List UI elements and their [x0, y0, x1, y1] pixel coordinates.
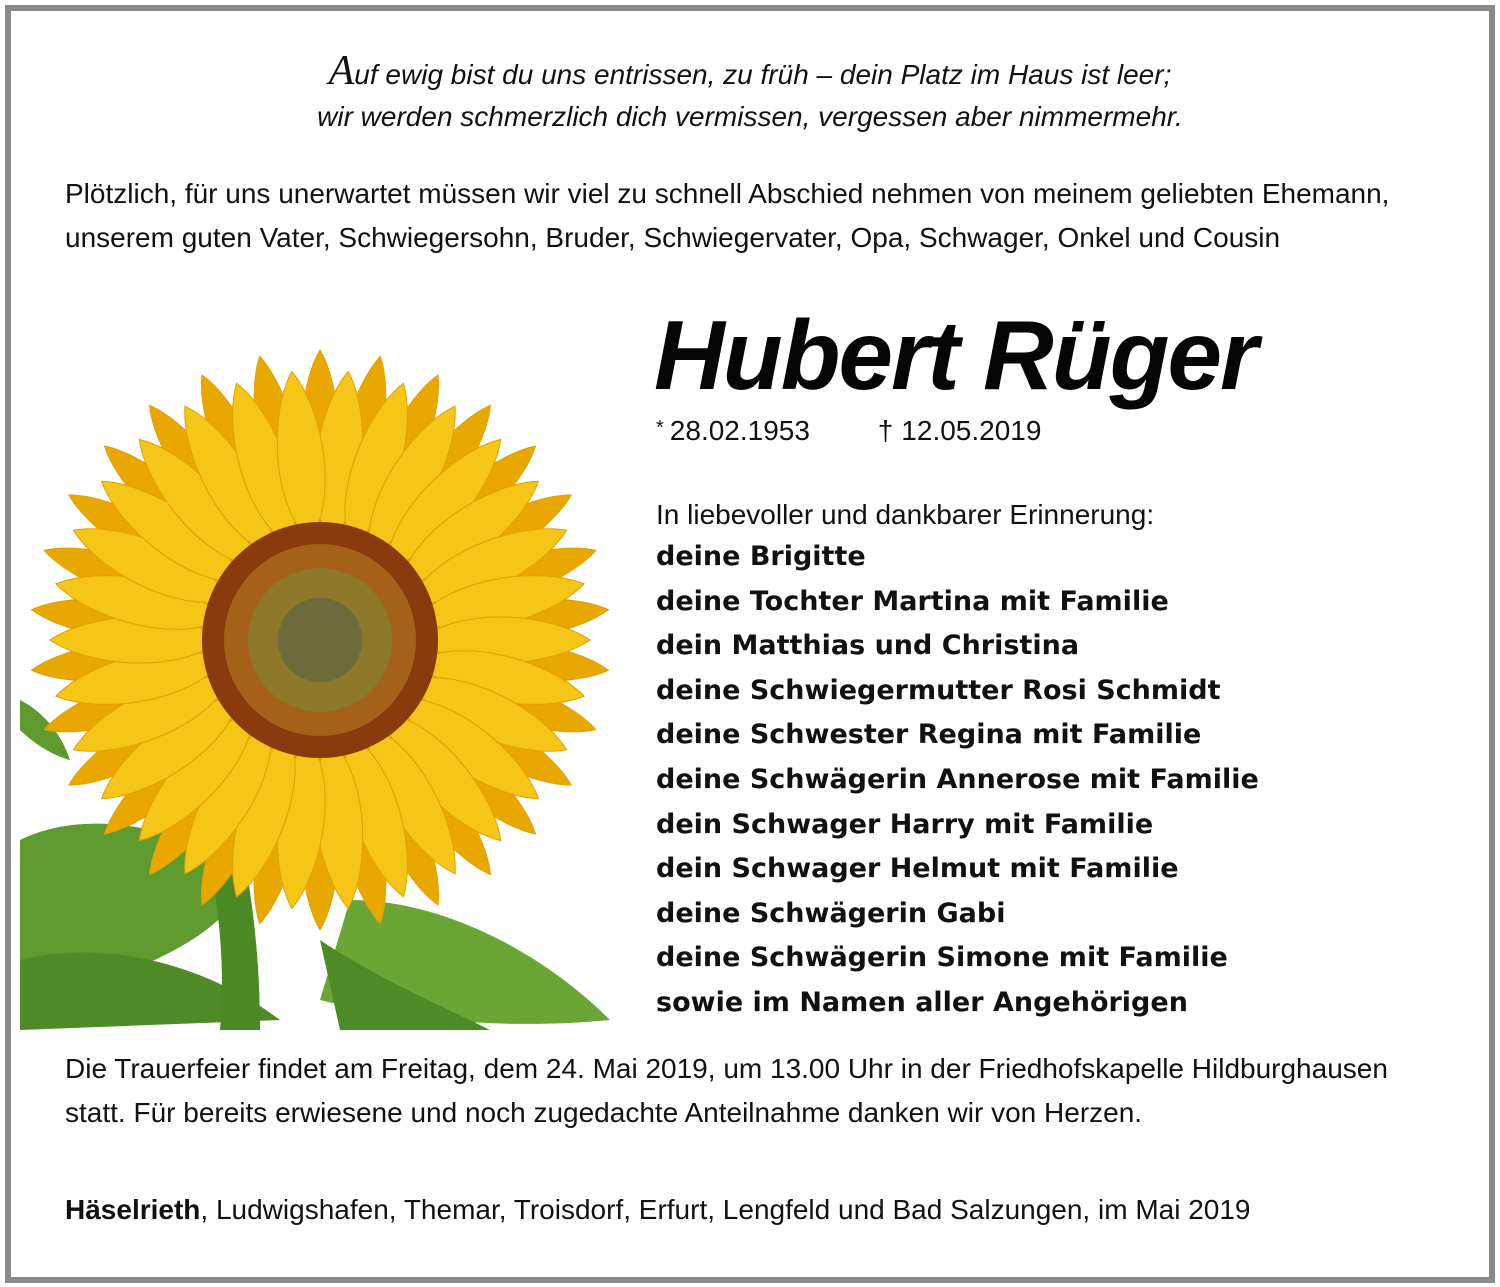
ceremony-text: Die Trauerfeier findet am Freitag, dem 24. Mai 2019, um 13.00 Uhr in der Friedhofskapelle Hildburghausen statt. Für bereits erwiesene und noch zugedachte Anteilnahme danken wir von Herzen.: [65, 1053, 1388, 1128]
places-rest: , Ludwigshafen, Themar, Troisdorf, Erfurt, Lengfeld und Bad Salzungen, im Mai 2019: [200, 1194, 1251, 1225]
mourner-item: dein Schwager Helmut mit Familie: [656, 853, 1179, 885]
death-date: 12.05.2019: [901, 415, 1042, 446]
mourner-item: deine Tochter Martina mit Familie: [656, 585, 1169, 617]
death-group: [878, 415, 1042, 446]
motto-line-1-text: uf ewig bist du uns entrissen, zu früh – dein Platz im Haus ist leer;: [354, 59, 1172, 90]
motto-verse: [0, 48, 1500, 138]
places-line: [65, 1188, 1251, 1232]
mourner-item: deine Schwägerin Gabi: [656, 897, 1006, 929]
mourner-item: deine Schwägerin Simone mit Familie: [656, 942, 1228, 974]
mourner-item: dein Matthias und Christina: [656, 630, 1080, 662]
deceased-name: Hubert Rüger: [654, 300, 1257, 410]
life-dates: [656, 408, 1041, 451]
death-symbol: †: [877, 415, 894, 446]
memory-intro: In liebevoller und dankbarer Erinnerung:: [656, 499, 1155, 530]
intro-text: Plötzlich, für uns unerwartet müssen wir viel zu schnell Abschied nehmen von meinem geliebten Ehemann, unserem guten Vater, Schwiegersohn, Bruder, Schwiegervater, Opa, Schwager, Onkel und Cousin: [65, 178, 1390, 253]
mourner-item: deine Schwägerin Annerose mit Familie: [656, 763, 1259, 795]
motto-line-2: wir werden schmerzlich dich vermissen, vergessen aber nimmermehr.: [317, 101, 1183, 132]
mourners-list: [656, 535, 1259, 1026]
mourner-item: deine Schwester Regina mit Familie: [656, 719, 1202, 751]
mourner-item: sowie im Namen aller Angehörigen: [656, 986, 1188, 1018]
motto-initial: A: [328, 48, 355, 94]
mourner-item: dein Schwager Harry mit Familie: [656, 808, 1154, 840]
place-primary: Häselrieth: [65, 1194, 201, 1225]
motto-line-1: [0, 48, 1500, 96]
sunflower-icon: [20, 340, 630, 1030]
sunflower-disc-inner: [278, 598, 362, 682]
mourner-item: deine Schwiegermutter Rosi Schmidt: [656, 674, 1221, 706]
mourner-item: deine Brigitte: [656, 541, 866, 572]
birth-symbol: *: [656, 417, 664, 439]
birth-date: 28.02.1953: [669, 415, 810, 446]
